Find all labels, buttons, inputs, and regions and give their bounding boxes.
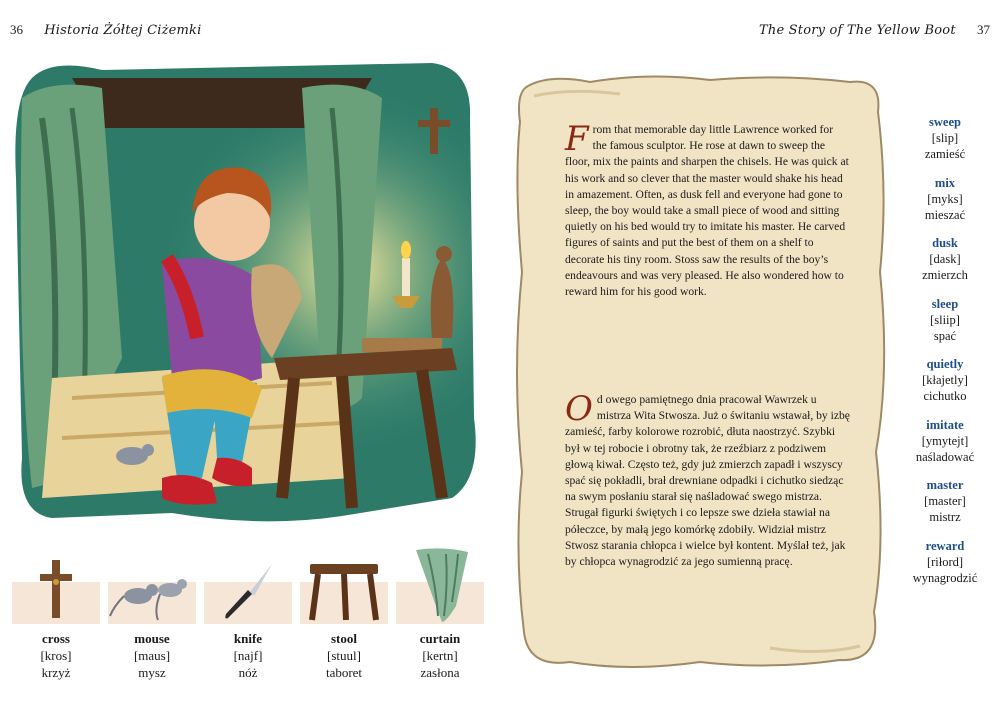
glossary-word: quietly — [926, 357, 964, 371]
vocab-trans: nóż — [238, 665, 258, 680]
glossary-word: dusk — [932, 236, 958, 250]
page-header-left — [10, 22, 202, 38]
vocab-trans: taboret — [325, 665, 363, 680]
glossary-item-sweep — [900, 114, 990, 162]
glossary-word: sleep — [931, 296, 959, 311]
vocab-curtain — [396, 630, 484, 681]
knife-icon — [222, 562, 278, 622]
glossary-pron: [slip] — [931, 131, 959, 145]
glossary-trans: naśladować — [915, 449, 975, 464]
glossary-trans: spać — [933, 328, 957, 343]
story-polish-text: d owego pamiętnego dnia pracował Wawrzek u mistrza Wita Stwosza. Już o świtaniu wstawał, by izbę zamieść, farby kolorowe rozrobić, dłuta naostrzyć. Szybki był w tej robocie i obrotny tak, że rzeźbiarz z podziwem głową kiwał. Często też, gdy już zmierzch zapadł i wszyscy spać się pokładli, brał drewniane odpadki i cichutko siedząc na swym posłaniu starał się naśladować swego mistrza. Strugał figurki świętych i co lepsze swe dzieła stawiał na półeczce, by małą jego komórkę zdobiły. Widział mistrz Stwosz starania chłopca i wielce był kontent. Myślał też, jak by chłopca wynagrodzić za jego sumienną pracę. — [565, 393, 850, 569]
mouse-icon — [108, 566, 196, 622]
glossary-word: sweep — [929, 115, 961, 129]
glossary-pron: [sliip] — [930, 312, 960, 327]
vocab-pron: [kertn] — [422, 648, 458, 663]
glossary-trans: mieszać — [924, 207, 966, 222]
side-glossary — [900, 114, 990, 598]
vocab-knife — [204, 630, 292, 681]
story-polish — [565, 389, 850, 570]
glossary-word: master — [926, 478, 964, 492]
glossary-item-mix — [900, 175, 990, 223]
glossary-pron: [riłord] — [926, 554, 964, 569]
vocab-cross — [12, 630, 100, 681]
page-number-left: 36 — [10, 22, 23, 37]
vocab-word: knife — [233, 631, 263, 646]
vocab-trans: zasłona — [420, 665, 460, 680]
glossary-trans: cichutko — [923, 389, 967, 403]
curtain-icon — [412, 546, 472, 624]
glossary-item-quietly — [900, 356, 990, 404]
glossary-word: imitate — [926, 417, 964, 432]
vocab-stool — [300, 630, 388, 681]
glossary-item-master — [900, 477, 990, 525]
glossary-trans: zamieść — [924, 147, 966, 161]
glossary-pron: [kłajetly] — [922, 373, 968, 387]
glossary-item-sleep — [900, 296, 990, 344]
vocab-pron: [stuul] — [327, 648, 361, 663]
vocab-pron: [maus] — [133, 648, 171, 663]
story-english — [565, 119, 850, 300]
story-illustration — [12, 58, 482, 528]
page-title-left: Historia Żółtej Ciżemki — [44, 23, 202, 38]
vocab-trans: mysz — [138, 665, 166, 680]
glossary-item-imitate — [900, 417, 990, 465]
vocab-mouse — [108, 630, 196, 681]
vocab-word: mouse — [134, 631, 170, 646]
page-number-right: 37 — [977, 22, 990, 37]
story-english-text: rom that memorable day little Lawrence worked for the famous sculptor. He rose at dawn to sweep the floor, mix the paints and sharpen the chisels. He was quick at his work and so clever that the master would shake his head in amazement. Often, as dusk fell and everyone had gone to sleep, the boy would take a small piece of wood and sitting quietly on his bed would try to imitate his master. He carved figures of saints and put the best of them on a shelf to decorate his tiny room. Stoss saw the results of the boy’s endeavours and was very pleased. He also wondered how to reward him for his good work. — [565, 123, 849, 299]
vocab-pron: [najf] — [233, 648, 263, 663]
glossary-item-dusk — [900, 235, 990, 283]
glossary-pron: [dask] — [929, 252, 961, 266]
page-title-right: The Story of The Yellow Boot — [759, 23, 956, 38]
dropcap-polish: O — [565, 389, 593, 429]
page-header-right — [759, 22, 990, 38]
cross-icon — [36, 560, 76, 620]
vocab-word: stool — [331, 631, 357, 646]
stool-icon — [306, 562, 382, 622]
glossary-pron: [master] — [924, 494, 966, 508]
vocab-word: cross — [42, 631, 70, 646]
candle — [402, 258, 410, 296]
glossary-word: mix — [934, 175, 956, 190]
glossary-pron: [ymytejt] — [921, 433, 969, 448]
glossary-word: reward — [925, 538, 965, 553]
dropcap-english: F — [565, 119, 589, 159]
vocab-word: curtain — [419, 631, 461, 646]
glossary-trans: mistrz — [929, 510, 961, 524]
glossary-trans: wynagrodzić — [912, 570, 978, 585]
glossary-item-reward — [900, 538, 990, 586]
glossary-pron: [myks] — [927, 191, 963, 206]
vocab-trans: krzyż — [41, 665, 71, 680]
glossary-trans: zmierzch — [922, 268, 968, 282]
wall-cross — [430, 108, 438, 154]
vocab-pron: [kros] — [40, 648, 72, 663]
